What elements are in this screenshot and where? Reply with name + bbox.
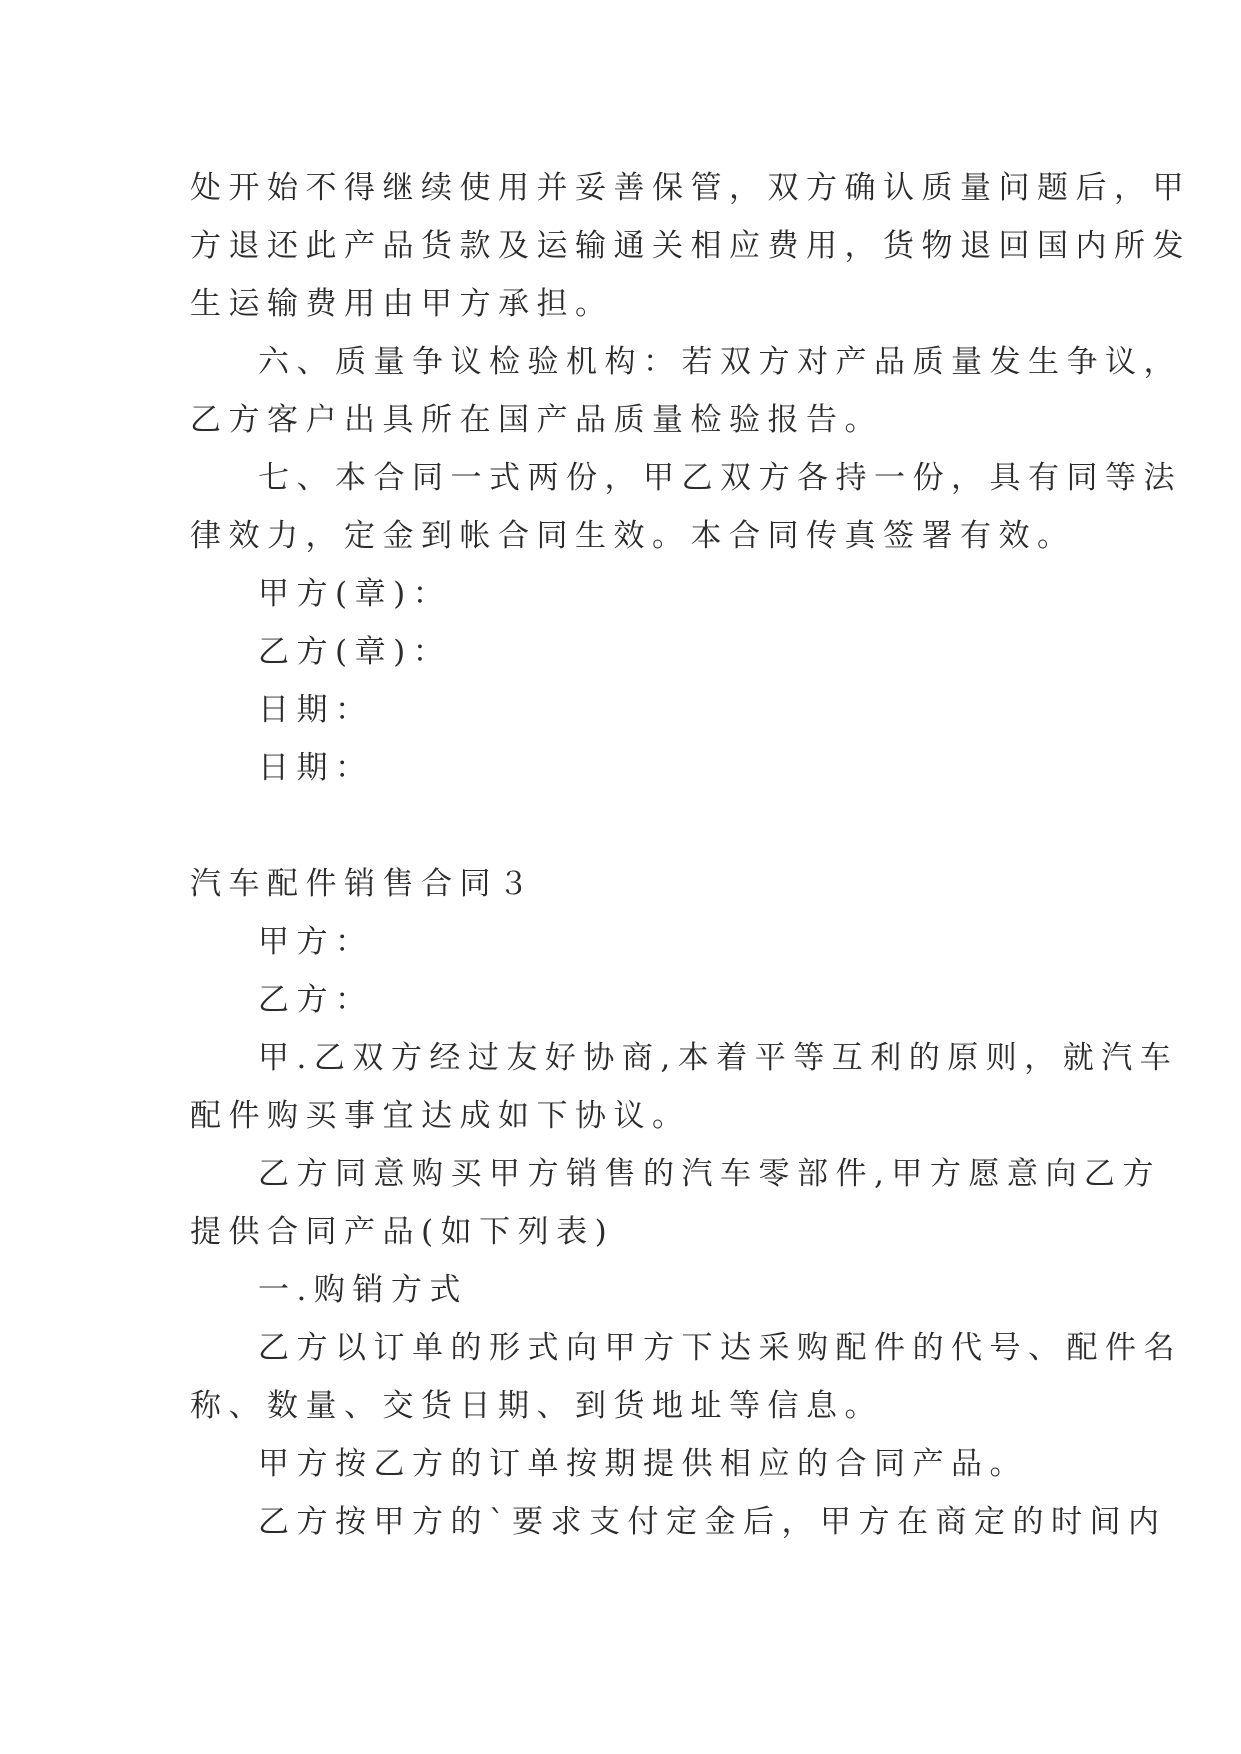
paragraph-line: 处开始不得继续使用并妥善保管，双方确认质量问题后，甲: [190, 170, 1191, 206]
paragraph-line: 乙方同意购买甲方销售的汽车零部件,甲方愿意向乙方: [258, 1156, 1161, 1192]
party-a-seal-label: 甲方(章)：: [258, 576, 452, 612]
party-a-label: 甲方：: [258, 924, 374, 960]
paragraph-line: 乙方按甲方的`要求支付定金后，甲方在商定的时间内: [258, 1504, 1167, 1540]
paragraph-line: 提供合同产品(如下列表): [190, 1214, 615, 1250]
paragraph-line: 称、数量、交货日期、到货地址等信息。: [190, 1388, 883, 1424]
paragraph-line: 律效力，定金到帐合同生效。本合同传真签署有效。: [190, 518, 1076, 554]
clause-seven-line: 七、本合同一式两份，甲乙双方各持一份，具有同等法: [258, 460, 1182, 496]
paragraph-line: 生运输费用由甲方承担。: [190, 286, 614, 322]
paragraph-line: 乙方以订单的形式向甲方下达采购配件的代号、配件名: [258, 1330, 1182, 1366]
clause-six-line: 六、质量争议检验机构：若双方对产品质量发生争议，: [258, 344, 1182, 380]
paragraph-line: 乙方客户出具所在国产品质量检验报告。: [190, 402, 883, 438]
document-body: [190, 159, 1191, 1551]
paragraph-line: 甲方按乙方的订单按期提供相应的合同产品。: [258, 1446, 1028, 1482]
paragraph-line: 配件购买事宜达成如下协议。: [190, 1098, 691, 1134]
party-b-label: 乙方：: [258, 982, 374, 1018]
party-b-seal-label: 乙方(章)：: [258, 634, 452, 670]
section-gap: [190, 797, 1050, 855]
date-label: 日期：: [258, 750, 374, 786]
date-label: 日期：: [258, 692, 374, 728]
section-heading: 一.购销方式: [258, 1272, 468, 1308]
paragraph-line: 甲.乙双方经过友好协商,本着平等互利的原则，就汽车: [258, 1040, 1179, 1076]
contract-heading: 汽车配件销售合同３: [190, 866, 537, 902]
paragraph-line: 方退还此产品货款及运输通关相应费用，货物退回国内所发: [190, 228, 1191, 264]
